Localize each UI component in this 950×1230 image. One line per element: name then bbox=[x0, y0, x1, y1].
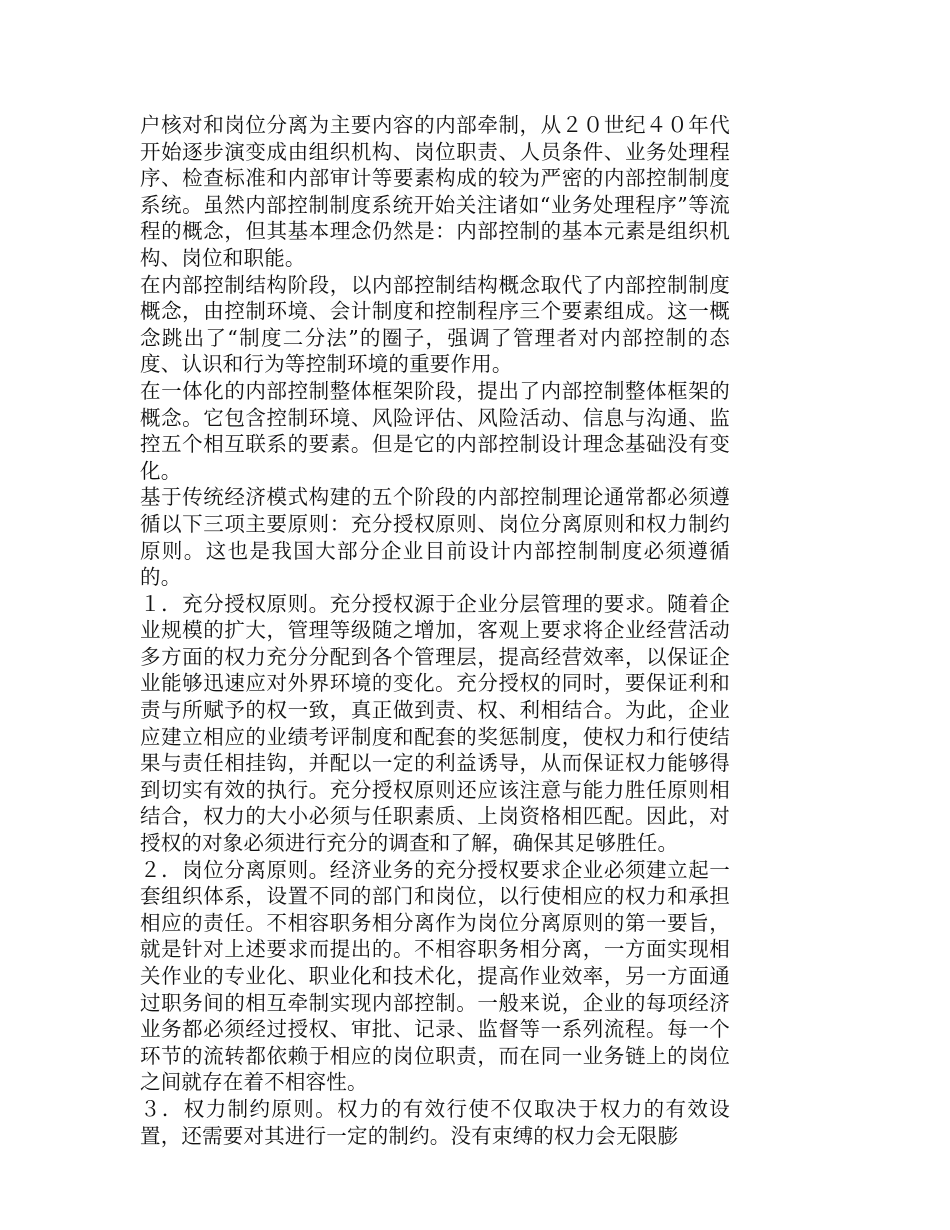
paragraph-principle-segregation: ２．岗位分离原则。经济业务的充分授权要求企业必须建立起一套组织体系，设置不同的部门和岗位，以行使相应的权力和承担相应的责任。不相容职务相分离作为岗位分离原则的第一要旨，就是针对上述要求而提出的。不相容职务相分离，一方面实现相关作业的专业化、职业化和技术化，提高作业效率，另一方面通过职务间的相互牵制实现内部控制。一般来说，企业的每项经济业务都必须经过授权、审批、记录、监督等一系列流程。每一个环节的流转都依赖于相应的岗位职责，而在同一业务链上的岗位之间就存在着不相容性。 bbox=[140, 857, 730, 1095]
paragraph-integrated-framework-stage: 在一体化的内部控制整体框架阶段，提出了内部控制整体框架的概念。它包含控制环境、风险评估、风险活动、信息与沟通、监控五个相互联系的要素。但是它的内部控制设计理念基础没有变化。 bbox=[140, 378, 730, 483]
paragraph-internal-check-history: 户核对和岗位分离为主要内容的内部牵制，从２０世纪４０年代开始逐步演变成由组织机构、岗位职责、人员条件、业务处理程序、检查标准和内部审计等要素构成的较为严密的内部控制制度系统。虽然内部控制制度系统开始关注诸如“业务处理程序”等流程的概念，但其基本理念仍然是：内部控制的基本元素是组织机构、岗位和职能。 bbox=[140, 113, 730, 270]
paragraph-principle-power-restraint: ３．权力制约原则。权力的有效行使不仅取决于权力的有效设置，还需要对其进行一定的制约。没有束缚的权力会无限膨 bbox=[140, 1096, 730, 1148]
body-text bbox=[140, 112, 730, 1149]
paragraph-control-structure-stage: 在内部控制结构阶段，以内部控制结构概念取代了内部控制制度概念，由控制环境、会计制度和控制程序三个要素组成。这一概念跳出了“制度二分法”的圈子，强调了管理者对内部控制的态度、认识和行为等控制环境的重要作用。 bbox=[140, 272, 730, 377]
paragraph-principle-authorization: １．充分授权原则。充分授权源于企业分层管理的要求。随着企业规模的扩大，管理等级随之增加，客观上要求将企业经营活动多方面的权力充分分配到各个管理层，提高经营效率，以保证企业能够迅速应对外界环境的变化。充分授权的同时，要保证利和责与所赋予的权一致，真正做到责、权、利相结合。为此，企业应建立相应的业绩考评制度和配套的奖惩制度，使权力和行使结果与责任相挂钩，并配以一定的利益诱导，从而保证权力能够得到切实有效的执行。充分授权原则还应该注意与能力胜任原则相结合，权力的大小必须与任职素质、上岗资格相匹配。因此，对授权的对象必须进行充分的调查和了解，确保其足够胜任。 bbox=[140, 591, 730, 856]
paragraph-three-principles-intro: 基于传统经济模式构建的五个阶段的内部控制理论通常都必须遵循以下三项主要原则：充分授权原则、岗位分离原则和权力制约原则。这也是我国大部分企业目前设计内部控制制度必须遵循的。 bbox=[140, 485, 730, 590]
